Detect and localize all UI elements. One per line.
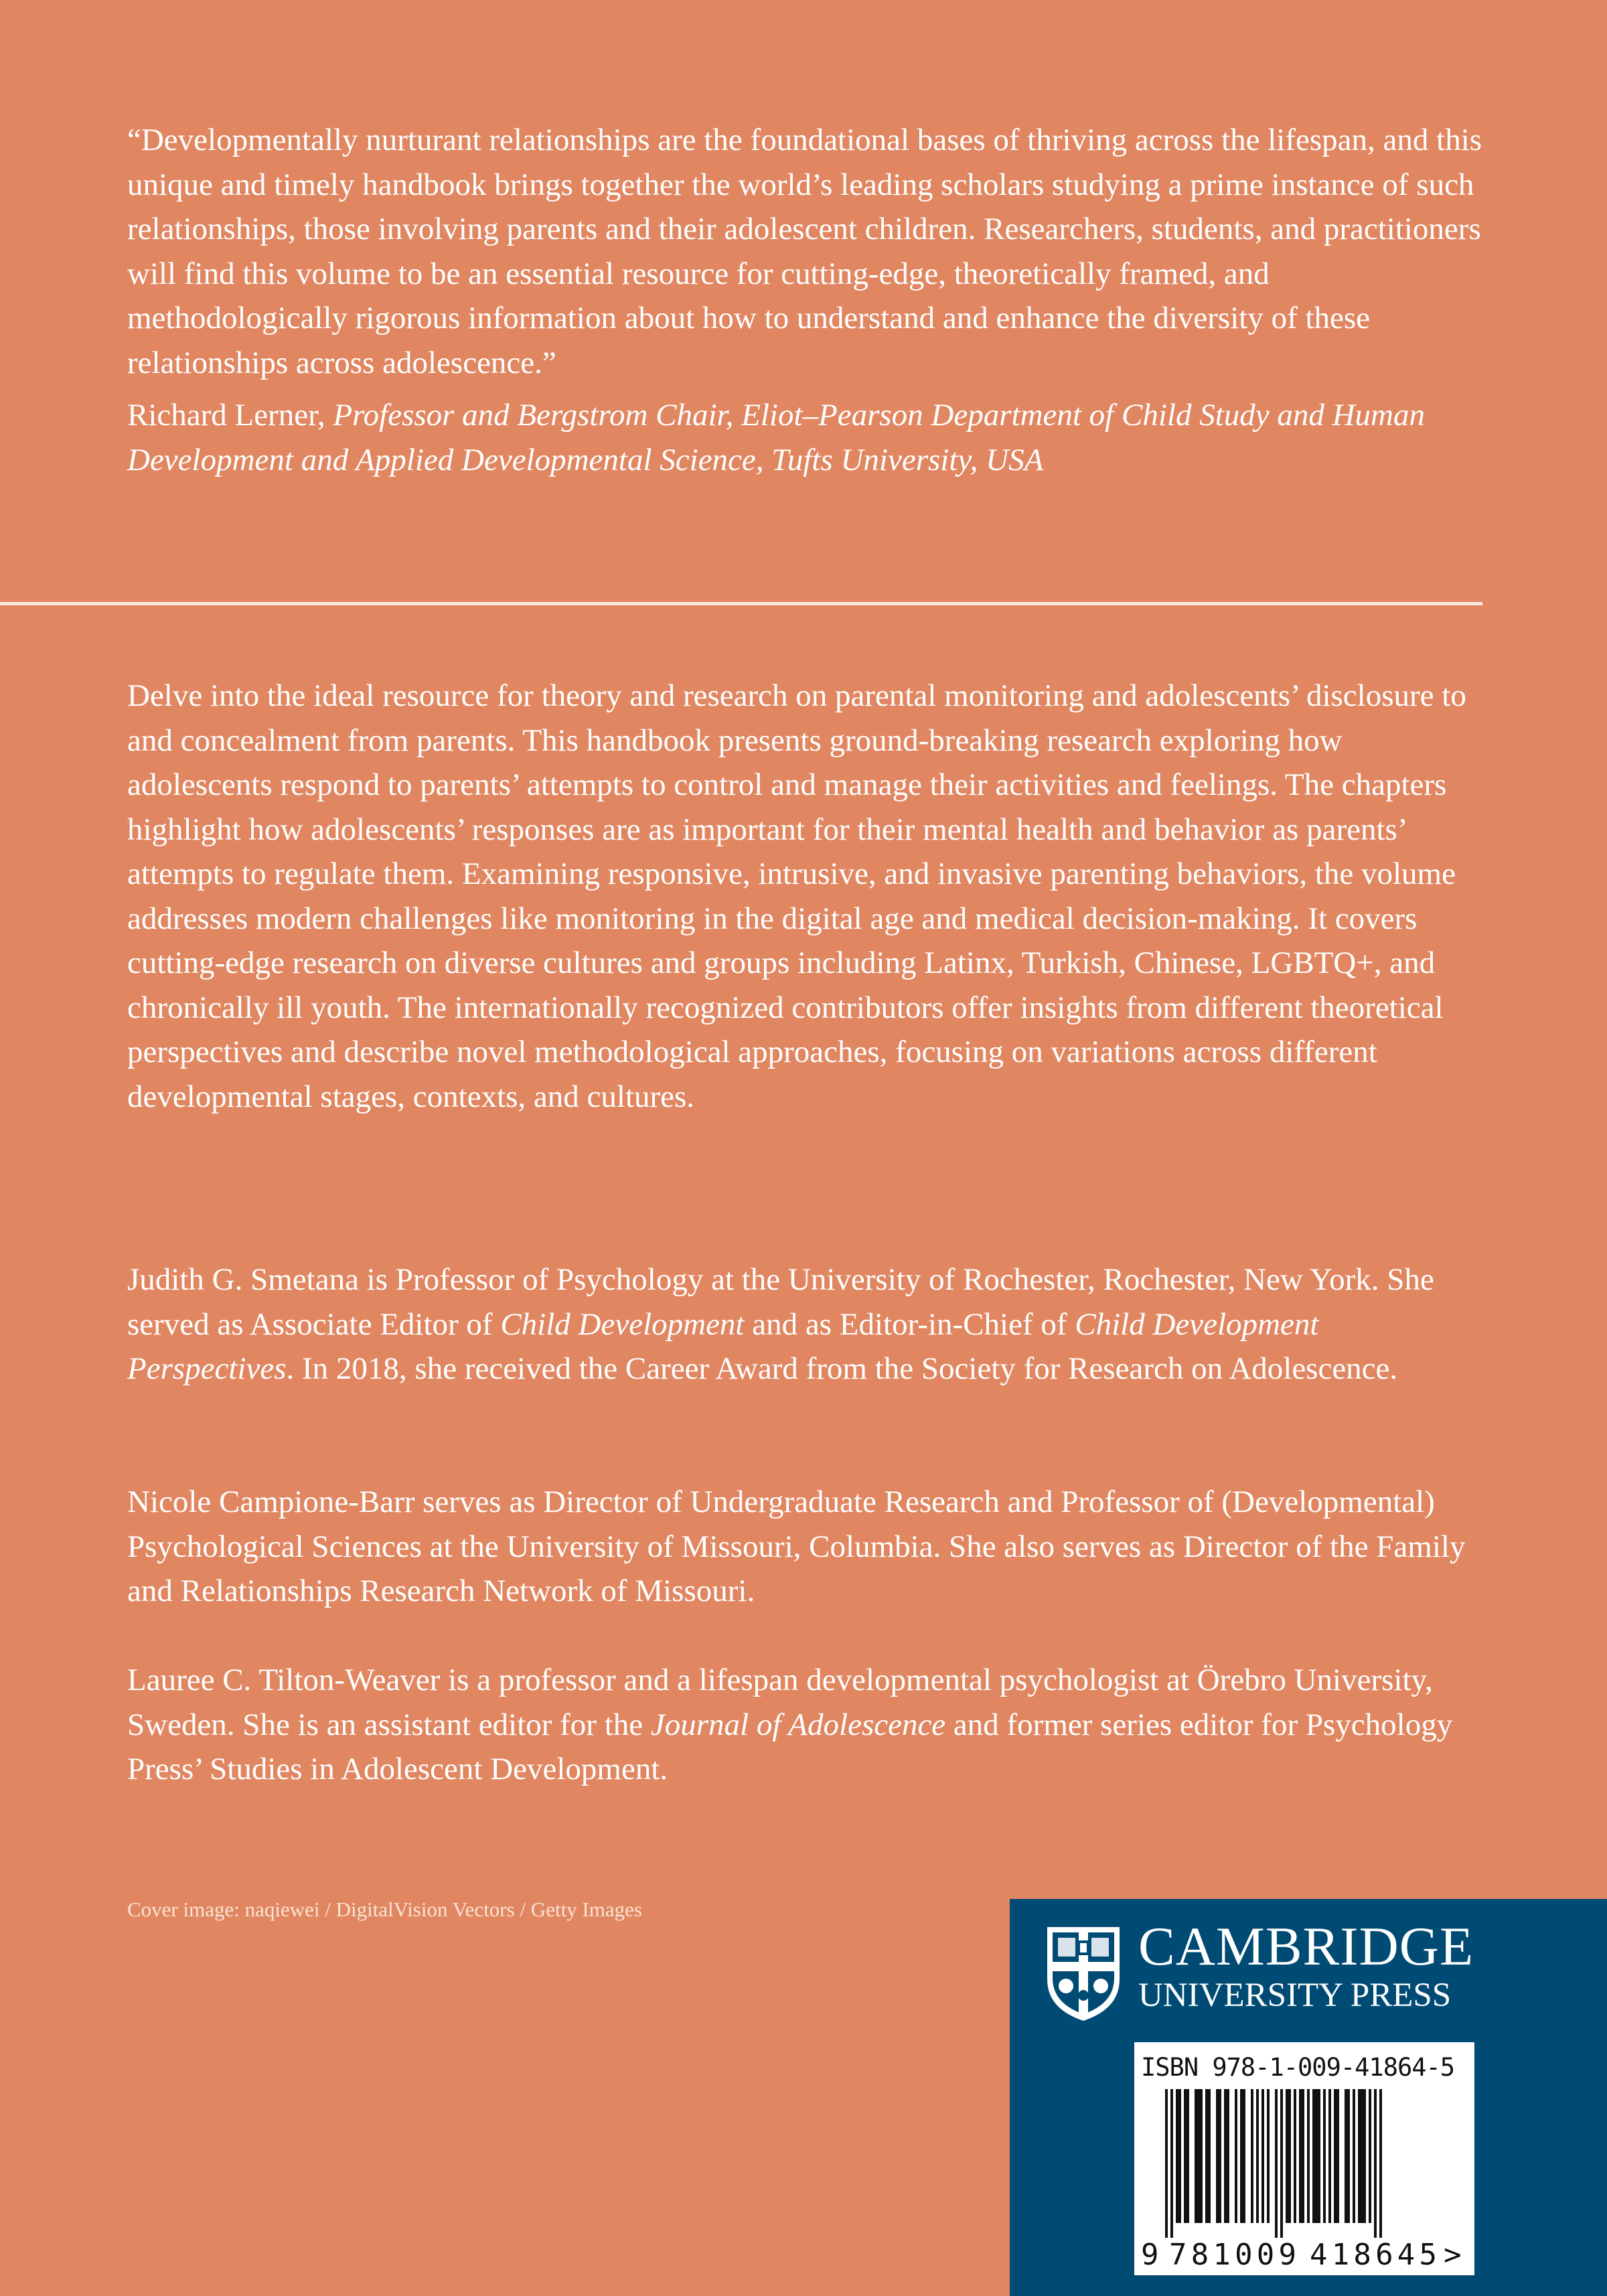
barcode-quiet-mark: > [1444, 2238, 1462, 2270]
bio-text [127, 1257, 1486, 1391]
book-description [127, 674, 1486, 1119]
bio-text: Nicole Campione-Barr serves as Director of Undergraduate Research and Professor of (Developmental) Psychological Sciences at the University of Missouri, Columbia. She also serves as Director of the Family and Relationships Research Network of Missouri. [127, 1484, 1466, 1608]
endorsement-attribution [127, 393, 1486, 482]
editor-bio-smetana [127, 1257, 1486, 1391]
bio-text-part: Judith G. Smetana is Professor of Psychology at the University of Rochester, Rochester, New York. She served as Associate Editor of [127, 1262, 1434, 1342]
bio-text-part: and as Editor-in-Chief of [744, 1306, 1075, 1342]
barcode-left-digits: 781009 [1169, 2238, 1296, 2270]
barcode-right-digits: 418645 [1310, 2238, 1437, 2270]
university-crest-icon [1043, 1923, 1124, 2023]
journal-title: Journal of Adolescence [650, 1707, 946, 1742]
publisher-subtitle: UNIVERSITY PRESS [1138, 1977, 1452, 2014]
editor-bio-campione-barr [127, 1480, 1486, 1614]
barcode [1138, 2089, 1470, 2270]
barcode-first-digit: 9 [1141, 2238, 1159, 2270]
bio-text-part: . In 2018, she received the Career Award from the Society for Research on Adolescence. [286, 1351, 1398, 1386]
bio-text-part: and former series editor for Psychology Press’ Studies in Adolescent Development. [127, 1707, 1453, 1786]
endorser-name: Richard Lerner, [127, 398, 333, 433]
bio-text [127, 1658, 1486, 1792]
section-divider [0, 602, 1482, 605]
endorsement-block [127, 118, 1486, 482]
publisher-name: CAMBRIDGE [1138, 1916, 1474, 1977]
bio-text-part: Lauree C. Tilton-Weaver is a professor and a lifespan developmental psychologist at Örebro University, Sweden. She is an assistant editor for the [127, 1663, 1433, 1742]
endorsement-quote: “Developmentally nurturant relationships are the foundational bases of thriving across the lifespan, and this unique and timely handbook brings together the world’s leading scholars studying a prime instance of such relationships, those involving parents and their adolescent children. Researchers, students, and practitioners will find this volume to be an essential resource for cutting-edge, theoretically framed, and methodologically rigorous information about how to understand and enhance the diversity of these relationships across adolescence.” [127, 123, 1482, 380]
endorser-affiliation: Professor and Bergstrom Chair, Eliot–Pearson Department of Child Study and Human Development and Applied Developmental Science, Tufts University, USA [127, 398, 1426, 477]
journal-title: Child Development Perspectives [127, 1306, 1319, 1386]
editor-bio-tilton-weaver [127, 1658, 1486, 1792]
barcode-bars [1165, 2089, 1382, 2238]
isbn-barcode-box [1134, 2042, 1474, 2275]
journal-title: Child Development [500, 1306, 745, 1342]
cover-image-credit: Cover image: naqiewei / DigitalVision Vectors / Getty Images [127, 1898, 642, 1921]
publisher-panel [1010, 1899, 1607, 2296]
description-text: Delve into the ideal resource for theory and research on parental monitoring and adolescents’ disclosure to and concealment from parents. This handbook presents ground-breaking research exploring how adolescents respond to parents’ attempts to control and manage their activities and feelings. The chapters highlight how adolescents’ responses are as important for their mental health and behavior as parents’ attempts to regulate them. Examining responsive, intrusive, and invasive parenting behaviors, the volume addresses modern challenges like monitoring in the digital age and medical decision-making. It covers cutting-edge research on diverse cultures and groups including Latinx, Turkish, Chinese, LGBTQ+, and chronically ill youth. The internationally recognized contributors offer insights from different theoretical perspectives and describe novel methodological approaches, focusing on variations across different developmental stages, contexts, and cultures. [127, 678, 1466, 1114]
isbn-label: ISBN 978-1-009-41864-5 [1141, 2053, 1455, 2082]
